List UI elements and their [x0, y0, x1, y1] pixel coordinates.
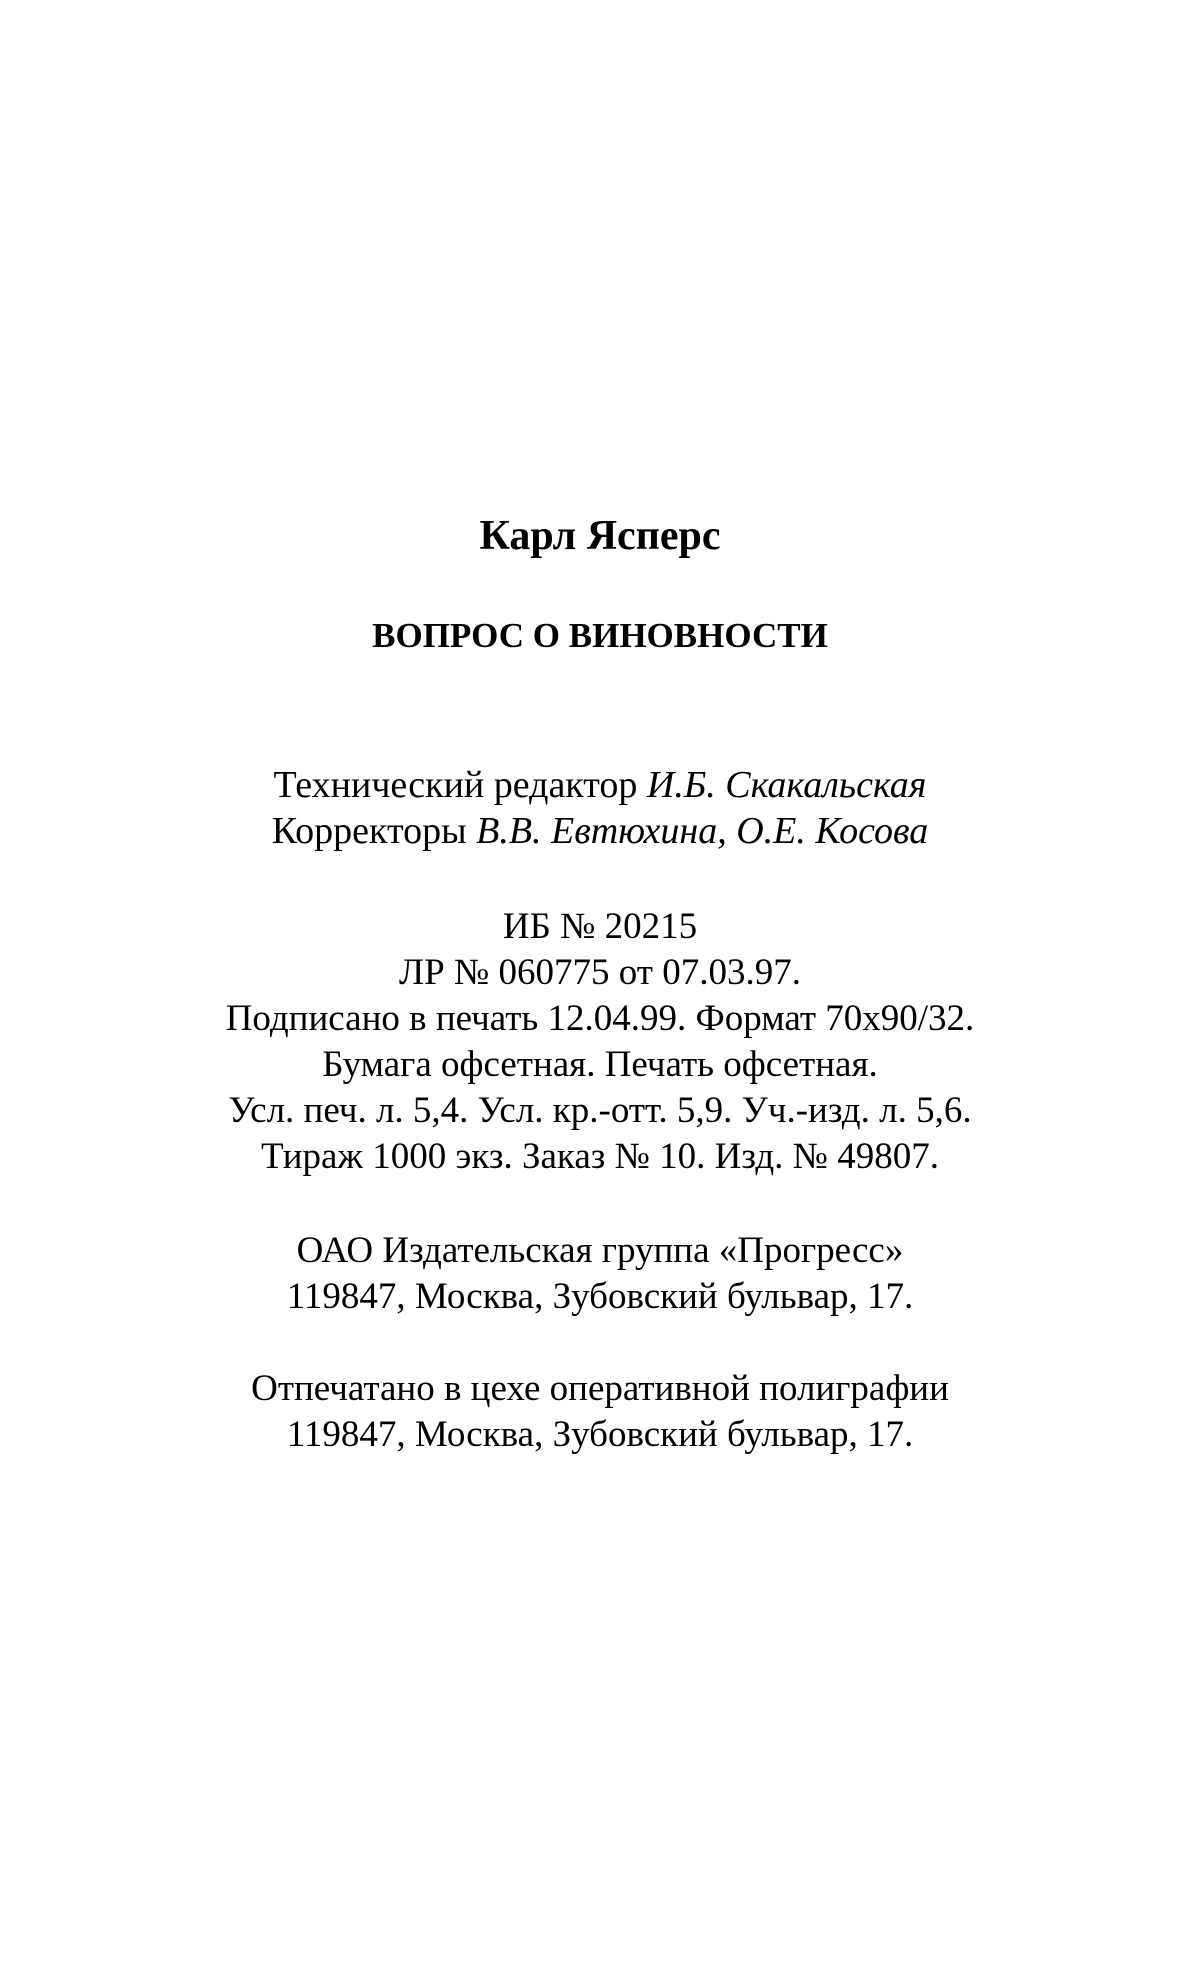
- correctors-line: [0, 808, 1200, 854]
- publisher-name: ОАО Издательская группа «Прогресс»: [296, 1230, 904, 1271]
- publisher-address: 119847, Москва, Зубовский бульвар, 17.: [286, 1276, 914, 1317]
- tech-editor-name: И.Б. Скакальская: [646, 764, 927, 806]
- tech-editor-label: Технический редактор: [273, 764, 638, 806]
- author-name: Карл Ясперс: [479, 513, 721, 559]
- imprint-line: Бумага офсетная. Печать офсетная.: [322, 1044, 878, 1085]
- book-title: ВОПРОС О ВИНОВНОСТИ: [372, 616, 828, 655]
- correctors-label: Корректоры: [271, 810, 467, 852]
- imprint-line: Подписано в печать 12.04.99. Формат 70х90/32.: [225, 998, 975, 1039]
- imprint-line: ИБ № 20215: [502, 906, 698, 947]
- correctors-names: В.В. Евтюхина, О.Е. Косова: [476, 810, 929, 852]
- imprint-line: Усл. печ. л. 5,4. Усл. кр.-отт. 5,9. Уч.-изд. л. 5,6.: [228, 1090, 972, 1131]
- printer-address: 119847, Москва, Зубовский бульвар, 17.: [286, 1414, 914, 1455]
- credits-block: [0, 762, 1200, 854]
- printer-block: [0, 1366, 1200, 1458]
- printer-name: Отпечатано в цехе оперативной полиграфии: [251, 1368, 949, 1409]
- imprint-line: ЛР № 060775 от 07.03.97.: [399, 952, 801, 993]
- publisher-block: [0, 1228, 1200, 1320]
- imprint-block: [0, 904, 1200, 1180]
- imprint-line: Тираж 1000 экз. Заказ № 10. Изд. № 49807.: [261, 1136, 939, 1177]
- tech-editor-line: [0, 762, 1200, 808]
